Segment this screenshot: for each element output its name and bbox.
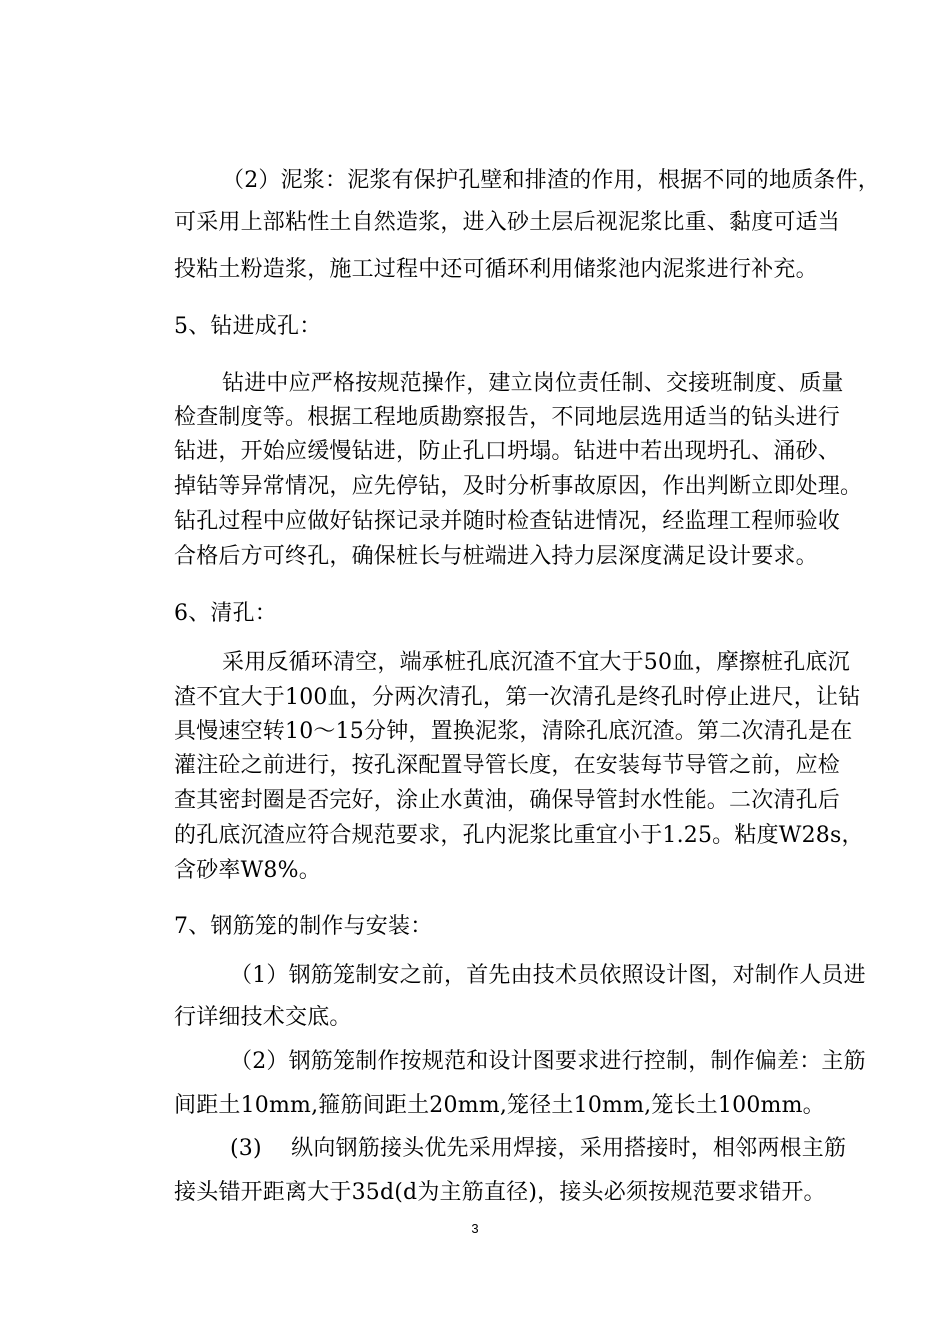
paragraph-drilling-line-6: 合格后方可终孔，确保桩长与桩端进入持力层深度满足设计要求。 <box>174 544 818 569</box>
paragraph-mud-line-1: （2）泥浆：泥浆有保护孔壁和排渣的作用，根据不同的地质条件， <box>222 168 880 193</box>
paragraph-cleaning-line-4: 灌注砼之前进行，按孔深配置导管长度，在安装每节导管之前，应检 <box>174 753 841 778</box>
page-number: 3 <box>471 1221 479 1236</box>
paragraph-drilling-line-3: 钻进，开始应缓慢钻进，防止孔口坍塌。钻进中若出现坍孔、涌砂、 <box>174 439 841 464</box>
paragraph-cleaning-line-5: 查其密封圈是否完好，涂止水黄油，确保导管封水性能。二次清孔后 <box>174 788 841 813</box>
paragraph-rebar-item2-line-2: 间距土10mm,箍筋间距土20mm,笼径土10mm,笼长土100mm。 <box>174 1093 825 1118</box>
paragraph-rebar-item1-line-1: （1）钢筋笼制安之前，首先由技术员依照设计图，对制作人员进 <box>230 963 866 988</box>
paragraph-rebar-item2-line-1: （2）钢筋笼制作按规范和设计图要求进行控制，制作偏差：主筋 <box>230 1049 866 1074</box>
paragraph-drilling-line-2: 检查制度等。根据工程地质勘察报告，不同地层选用适当的钻头进行 <box>174 405 841 430</box>
paragraph-drilling-line-5: 钻孔过程中应做好钻探记录并随时检查钻进情况，经监理工程师验收 <box>174 509 841 534</box>
paragraph-cleaning-line-2: 渣不宜大于100血，分两次清孔，第一次清孔是终孔时停止进尺，让钻 <box>174 685 861 710</box>
paragraph-cleaning-line-3: 具慢速空转10〜15分钟，置换泥浆，清除孔底沉渣。第二次清孔是在 <box>174 719 853 744</box>
paragraph-rebar-item1-line-2: 行详细技术交底。 <box>174 1005 352 1030</box>
paragraph-rebar-item3-line-1: (3) 纵向钢筋接头优先采用焊接，采用搭接时，相邻两根主筋 <box>230 1136 847 1161</box>
paragraph-drilling-line-1: 钻进中应严格按规范操作，建立岗位责任制、交接班制度、质量 <box>222 371 844 396</box>
paragraph-cleaning-line-6: 的孔底沉渣应符合规范要求，孔内泥浆比重宜小于1.25。粘度W28s， <box>174 823 864 848</box>
paragraph-mud-line-2: 可采用上部粘性土自然造浆，进入砂土层后视泥浆比重、黏度可适当 <box>174 210 841 235</box>
section-heading-rebar-cage: 7、钢筋笼的制作与安装： <box>174 914 433 939</box>
section-heading-drilling: 5、钻进成孔： <box>174 314 322 339</box>
paragraph-mud-line-3: 投粘土粉造浆，施工过程中还可循环利用储浆池内泥浆进行补充。 <box>174 257 818 282</box>
paragraph-cleaning-line-7: 含砂率W8%。 <box>174 858 321 883</box>
section-heading-hole-cleaning: 6、清孔： <box>174 601 277 626</box>
paragraph-rebar-item3-line-2: 接头错开距离大于35d(d为主筋直径)，接头必须按规范要求错开。 <box>174 1180 826 1205</box>
paragraph-drilling-line-4: 掉钻等异常情况，应先停钻，及时分析事故原因，作出判断立即处理。 <box>174 474 863 499</box>
paragraph-cleaning-line-1: 采用反循环清空，端承桩孔底沉渣不宜大于50血，摩擦桩孔底沉 <box>222 650 850 675</box>
